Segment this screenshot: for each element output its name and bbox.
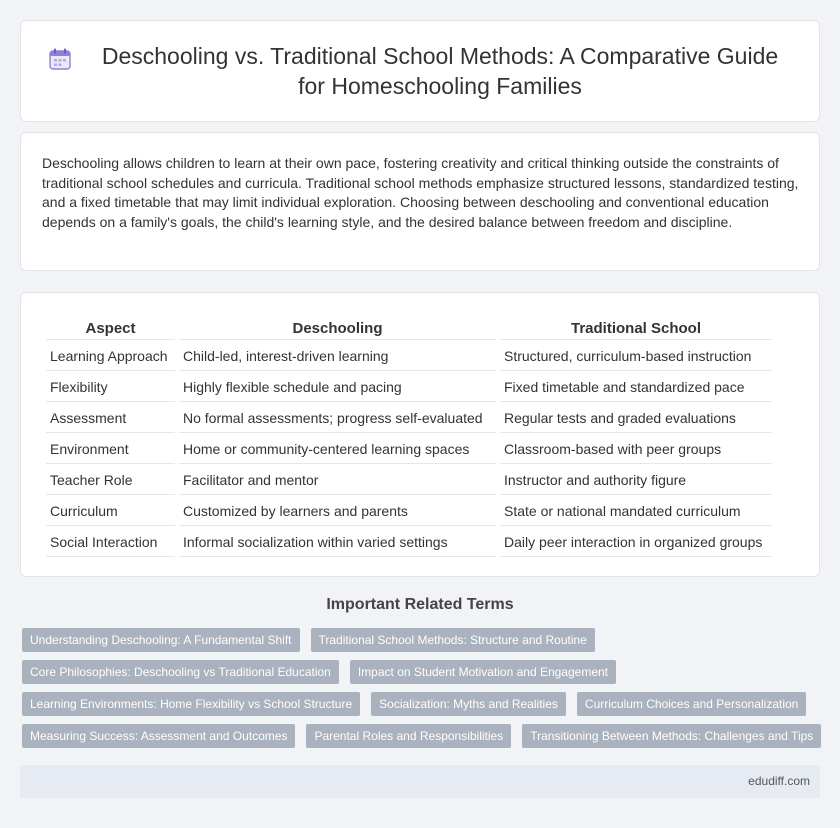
- traditional-cell: Instructor and authority figure: [500, 466, 772, 495]
- related-term-link[interactable]: Understanding Deschooling: A Fundamental Shift: [22, 628, 300, 652]
- traditional-cell: State or national mandated curriculum: [500, 497, 772, 526]
- footer-bar: [20, 765, 820, 798]
- related-term-link[interactable]: Parental Roles and Responsibilities: [306, 724, 511, 748]
- related-term-link[interactable]: Transitioning Between Methods: Challenges and Tips: [522, 724, 821, 748]
- comparison-table: [42, 315, 776, 559]
- traditional-cell: Structured, curriculum-based instruction: [500, 342, 772, 371]
- deschooling-cell: No formal assessments; progress self-evaluated: [179, 404, 496, 433]
- table-header-row: [46, 317, 772, 340]
- traditional-cell: Regular tests and graded evaluations: [500, 404, 772, 433]
- tag-row: [22, 724, 822, 748]
- tag-row: [22, 692, 822, 716]
- traditional-cell: Classroom-based with peer groups: [500, 435, 772, 464]
- related-term-link[interactable]: Measuring Success: Assessment and Outcomes: [22, 724, 295, 748]
- page-title: Deschooling vs. Traditional School Methods: A Comparative Guide for Homeschooling Families: [101, 43, 779, 99]
- aspect-cell: Learning Approach: [46, 342, 175, 371]
- table-row: [46, 342, 772, 371]
- table-row: [46, 373, 772, 402]
- table-row: [46, 404, 772, 433]
- intro-card: [20, 132, 820, 271]
- aspect-cell: Environment: [46, 435, 175, 464]
- header-card: [20, 20, 820, 122]
- deschooling-cell: Home or community-centered learning spaces: [179, 435, 496, 464]
- table-row: [46, 466, 772, 495]
- related-term-link[interactable]: Learning Environments: Home Flexibility vs School Structure: [22, 692, 360, 716]
- deschooling-cell: Informal socialization within varied settings: [179, 528, 496, 557]
- related-term-link[interactable]: Socialization: Myths and Realities: [371, 692, 566, 716]
- deschooling-cell: Facilitator and mentor: [179, 466, 496, 495]
- header-traditional-school: Traditional School: [500, 317, 772, 340]
- tag-row: [22, 660, 822, 684]
- tag-row: [22, 628, 822, 652]
- deschooling-cell: Child-led, interest-driven learning: [179, 342, 496, 371]
- related-terms-heading: Important Related Terms: [326, 596, 514, 613]
- deschooling-cell: Customized by learners and parents: [179, 497, 496, 526]
- traditional-cell: Daily peer interaction in organized groups: [500, 528, 772, 557]
- deschooling-cell: Highly flexible schedule and pacing: [179, 373, 496, 402]
- table-row: [46, 497, 772, 526]
- related-term-link[interactable]: Traditional School Methods: Structure and Routine: [311, 628, 595, 652]
- aspect-cell: Teacher Role: [46, 466, 175, 495]
- intro-paragraph: Deschooling allows children to learn at their own pace, fostering creativity and critical thinking outside the constraints of traditional school schedules and curricula. Traditional school methods emphasize structured lessons, standardized testing, and a fixed timetable that may limit individual exploration. Choosing between deschooling and conventional education depends on a family's goals, the child's learning style, and the desired balance between freedom and discipline.: [42, 155, 799, 230]
- header-deschooling: Deschooling: [179, 317, 496, 340]
- header-aspect: Aspect: [46, 317, 175, 340]
- related-term-link[interactable]: Core Philosophies: Deschooling vs Traditional Education: [22, 660, 339, 684]
- comparison-card: [20, 292, 820, 577]
- table-row: [46, 528, 772, 557]
- related-term-link[interactable]: Impact on Student Motivation and Engagement: [350, 660, 616, 684]
- related-term-link[interactable]: Curriculum Choices and Personalization: [577, 692, 806, 716]
- aspect-cell: Assessment: [46, 404, 175, 433]
- aspect-cell: Curriculum: [46, 497, 175, 526]
- aspect-cell: Flexibility: [46, 373, 175, 402]
- table-row: [46, 435, 772, 464]
- site-name[interactable]: edudiff.com: [748, 774, 810, 788]
- aspect-cell: Social Interaction: [46, 528, 175, 557]
- traditional-cell: Fixed timetable and standardized pace: [500, 373, 772, 402]
- related-terms-list: [22, 628, 822, 756]
